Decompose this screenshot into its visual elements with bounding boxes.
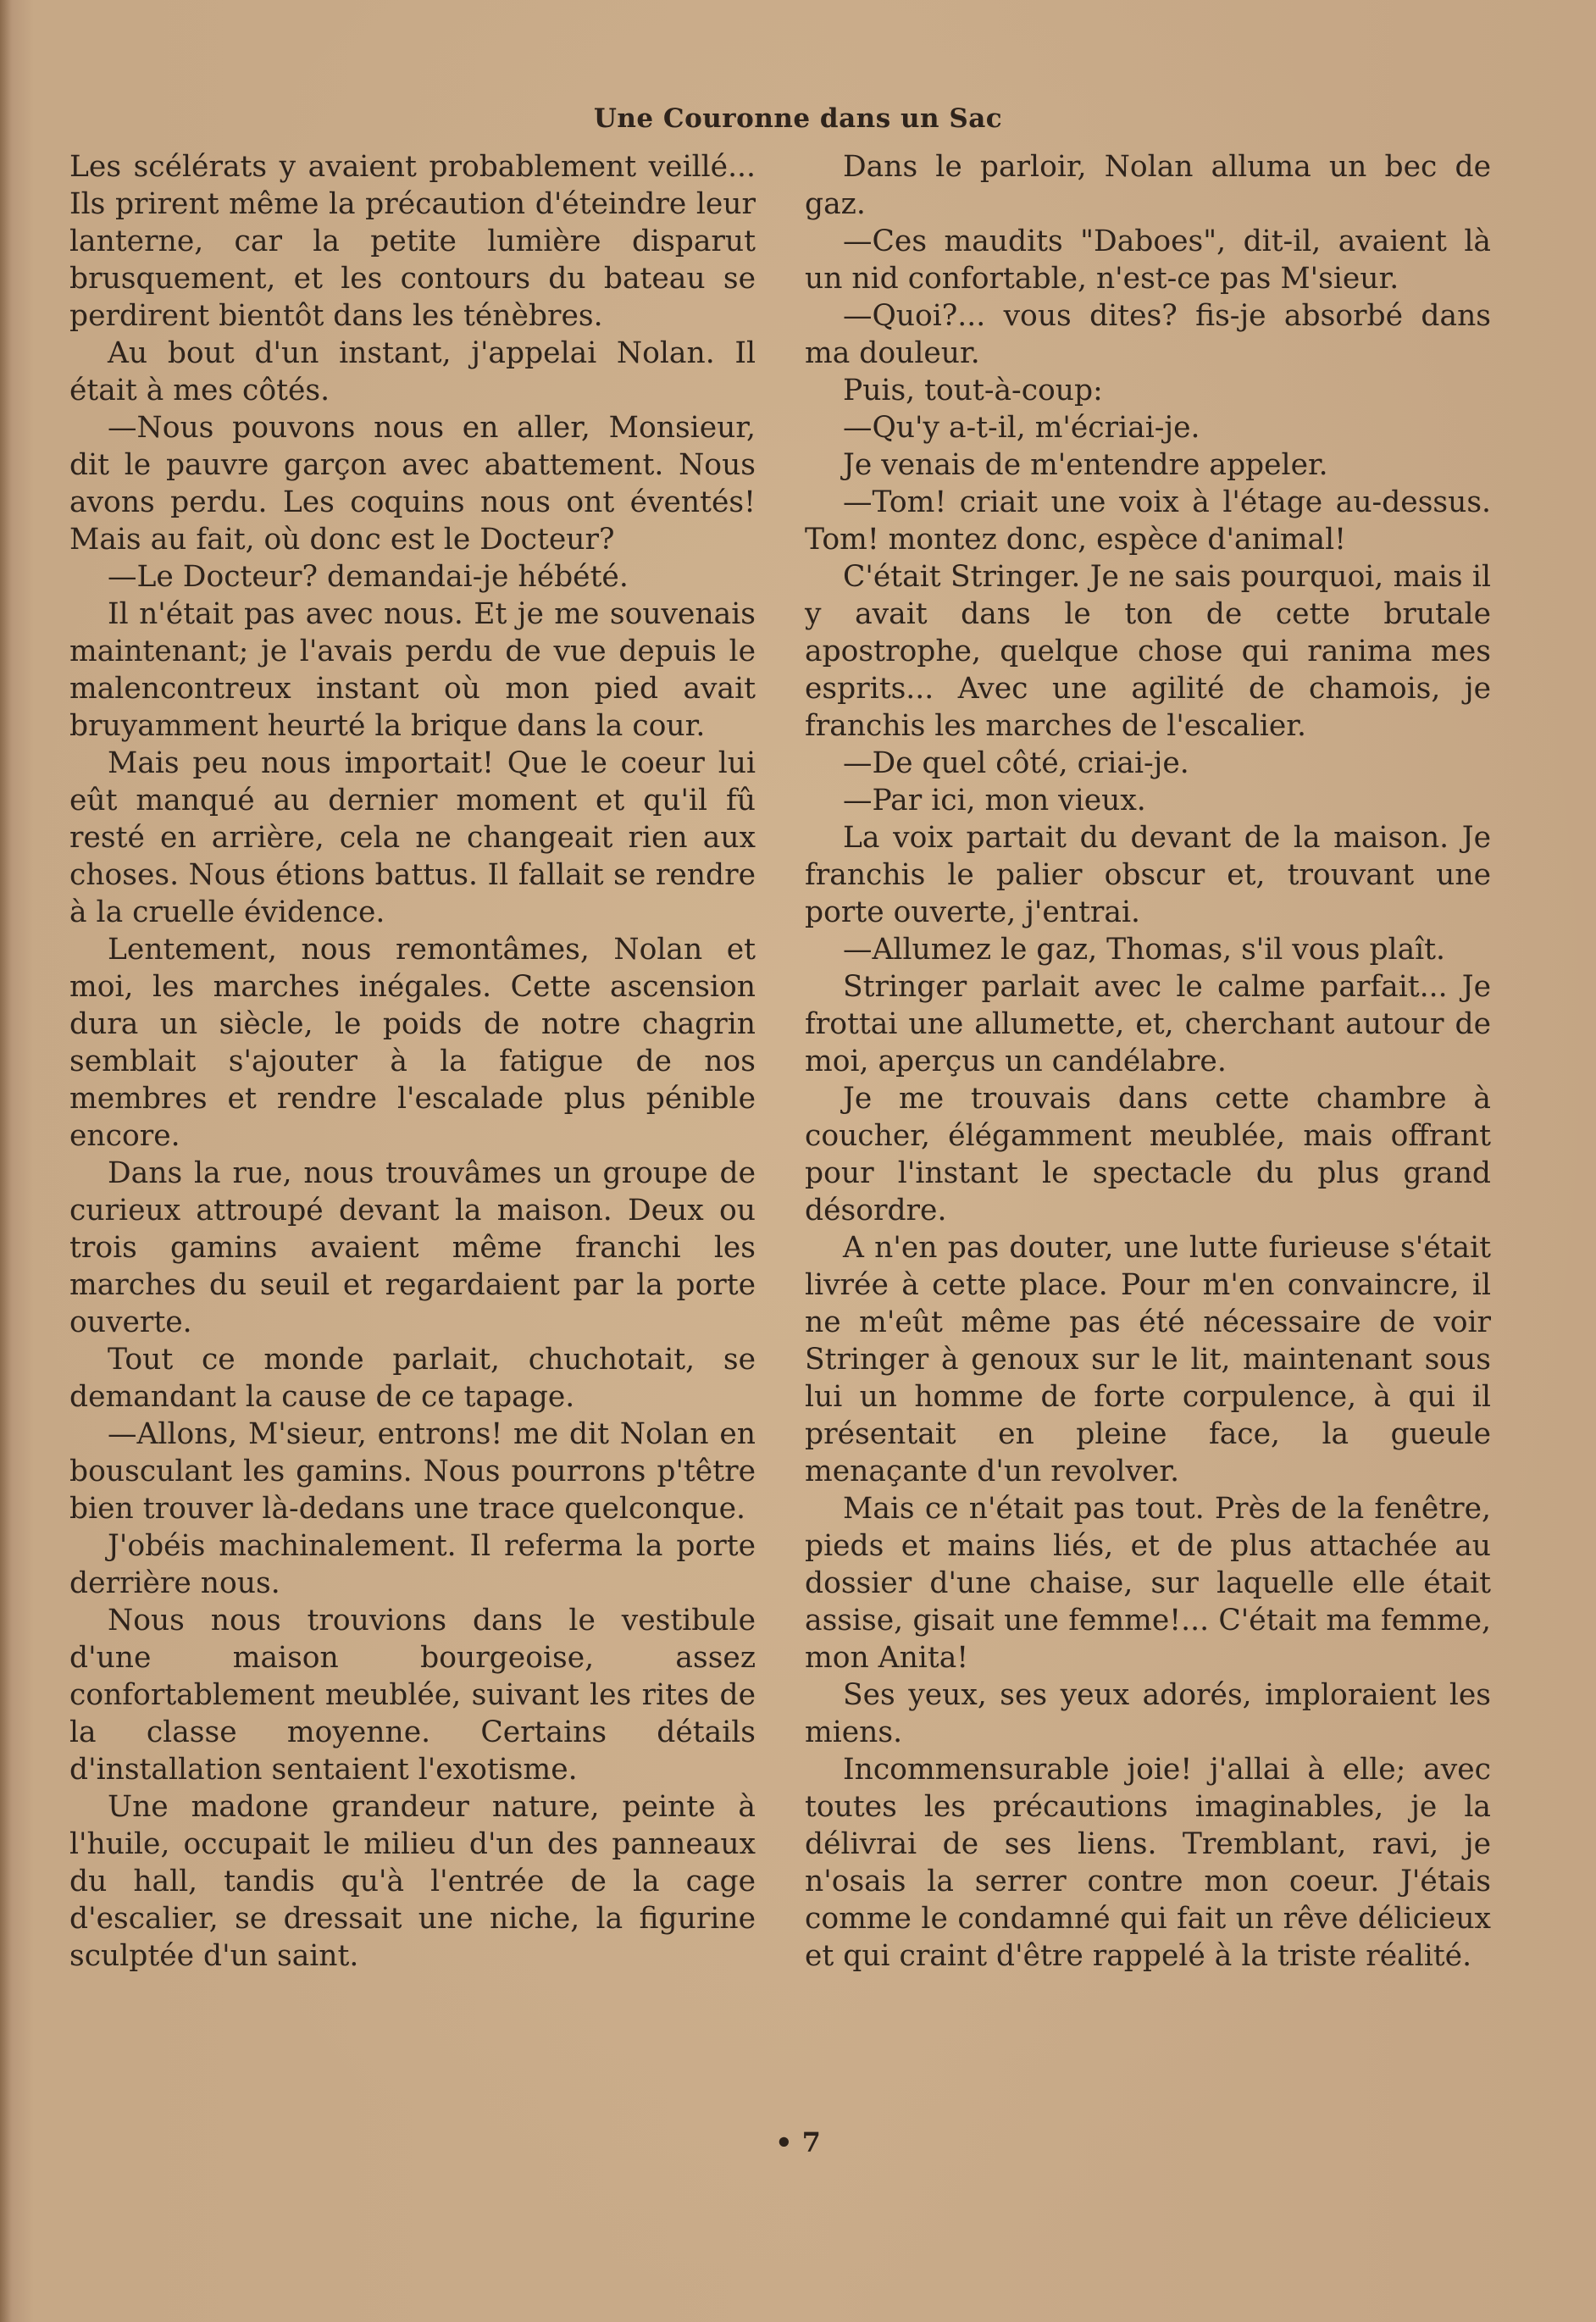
paragraph: A n'en pas douter, une lutte furieuse s'était livrée à cette place. Pour m'en convaincre, il ne m'eût même pas été nécessaire de voir Stringer à genoux sur le lit, maintenant sous lui un homme de forte corpulence, à qui il présentait en pleine face, la gueule menaçante d'un revolver. <box>805 1231 1491 1488</box>
paragraph: Ses yeux, ses yeux adorés, imploraient les miens. <box>805 1678 1491 1749</box>
paragraph: —Allumez le gaz, Thomas, s'il vous plaît. <box>843 933 1446 967</box>
paragraph: —Nous pouvons nous en aller, Monsieur, dit le pauvre garçon avec abattement. Nous avons perdu. Les coquins nous ont éventés! Mais au fait, où donc est le Docteur? <box>69 411 756 557</box>
paragraph: Mais ce n'était pas tout. Près de la fenêtre, pieds et mains liés, et de plus attachée au dossier d'une chaise, sur laquelle elle était assise, gisait une femme!... C'était ma femme, mon Anita! <box>805 1492 1491 1675</box>
paragraph: Puis, tout-à-coup: <box>843 374 1103 407</box>
left-column <box>69 148 756 1975</box>
running-head: Une Couronne dans un Sac <box>593 103 1003 134</box>
paragraph: Je venais de m'entendre appeler. <box>843 448 1328 482</box>
paragraph: —De quel côté, criai-je. <box>843 746 1189 780</box>
paragraph: Lentement, nous remontâmes, Nolan et moi, les marches inégales. Cette ascension dura un siècle, le poids de notre chagrin semblait s'ajouter à la fatigue de nos membres et rendre l'escalade plus pénible encore. <box>69 933 756 1153</box>
right-column <box>805 148 1491 1975</box>
paragraph: Incommensurable joie! j'allai à elle; avec toutes les précautions imaginables, je la délivrai de ses liens. Tremblant, ravi, je n'osais la serrer contre mon coeur. J'étais comme le condamné qui fait un rêve délicieux et qui craint d'être rappelé à la triste réalité. <box>805 1753 1491 1973</box>
paragraph: Dans la rue, nous trouvâmes un groupe de curieux attroupé devant la maison. Deux ou trois gamins avaient même franchi les marches du seuil et regardaient par la porte ouverte. <box>69 1156 756 1339</box>
paragraph: —Allons, M'sieur, entrons! me dit Nolan en bousculant les gamins. Nous pourrons p'têtre bien trouver là-dedans une trace quelconque. <box>69 1417 756 1526</box>
paragraph: —Le Docteur? demandai-je hébété. <box>108 560 629 594</box>
paragraph: C'était Stringer. Je ne sais pourquoi, mais il y avait dans le ton de cette brutale apostrophe, quelque chose qui ranima mes esprits... Avec une agilité de chamois, je franchis les marches de l'escalier. <box>805 560 1491 743</box>
paragraph: J'obéis machinalement. Il referma la porte derrière nous. <box>69 1529 756 1600</box>
paragraph: Les scélérats y avaient probablement veillé... Ils prirent même la précaution d'éteindre leur lanterne, car la petite lumière disparut brusquement, et les contours du bateau se perdirent bientôt dans les ténèbres. <box>69 150 756 333</box>
paragraph: —Quoi?... vous dites? fis-je absorbé dans ma douleur. <box>805 299 1491 370</box>
paragraph: Je me trouvais dans cette chambre à coucher, élégamment meublée, mais offrant pour l'instant le spectacle du plus grand désordre. <box>805 1082 1491 1228</box>
paragraph: La voix partait du devant de la maison. Je franchis le palier obscur et, trouvant une porte ouverte, j'entrai. <box>805 821 1491 929</box>
paragraph: Nous nous trouvions dans le vestibule d'une maison bourgeoise, assez confortablement meublée, suivant les rites de la classe moyenne. Certains détails d'installation sentaient l'exotisme. <box>69 1604 756 1787</box>
paragraph: Une madone grandeur nature, peinte à l'huile, occupait le milieu d'un des panneaux du hall, tandis qu'à l'entrée de la cage d'escalier, se dressait une niche, la figurine sculptée d'un saint. <box>69 1790 756 1973</box>
paragraph: Au bout d'un instant, j'appelai Nolan. Il était à mes côtés. <box>69 336 756 407</box>
paragraph: Il n'était pas avec nous. Et je me souvenais maintenant; je l'avais perdu de vue depuis le malencontreux instant où mon pied avait bruyamment heurté la brique dans la cour. <box>69 597 756 743</box>
paragraph: —Ces maudits "Daboes", dit-il, avaient là un nid confortable, n'est-ce pas M'sieur. <box>805 224 1491 296</box>
page-number: • 7 <box>775 2126 821 2159</box>
paragraph: Stringer parlait avec le calme parfait... Je frottai une allumette, et, cherchant autour de moi, aperçus un candélabre. <box>805 970 1491 1078</box>
paragraph: Mais peu nous importait! Que le coeur lui eût manqué au dernier moment et qu'il fû resté en arrière, cela ne changeait rien aux choses. Nous étions battus. Il fallait se rendre à la cruelle évidence. <box>69 746 756 929</box>
paragraph: —Qu'y a-t-il, m'écriai-je. <box>843 411 1200 445</box>
paragraph: —Par ici, mon vieux. <box>843 784 1146 817</box>
paragraph: Dans le parloir, Nolan alluma un bec de gaz. <box>805 150 1491 221</box>
paragraph: —Tom! criait une voix à l'étage au-dessus. Tom! montez donc, espèce d'animal! <box>805 485 1491 557</box>
paragraph: Tout ce monde parlait, chuchotait, se demandant la cause de ce tapage. <box>69 1343 756 1414</box>
